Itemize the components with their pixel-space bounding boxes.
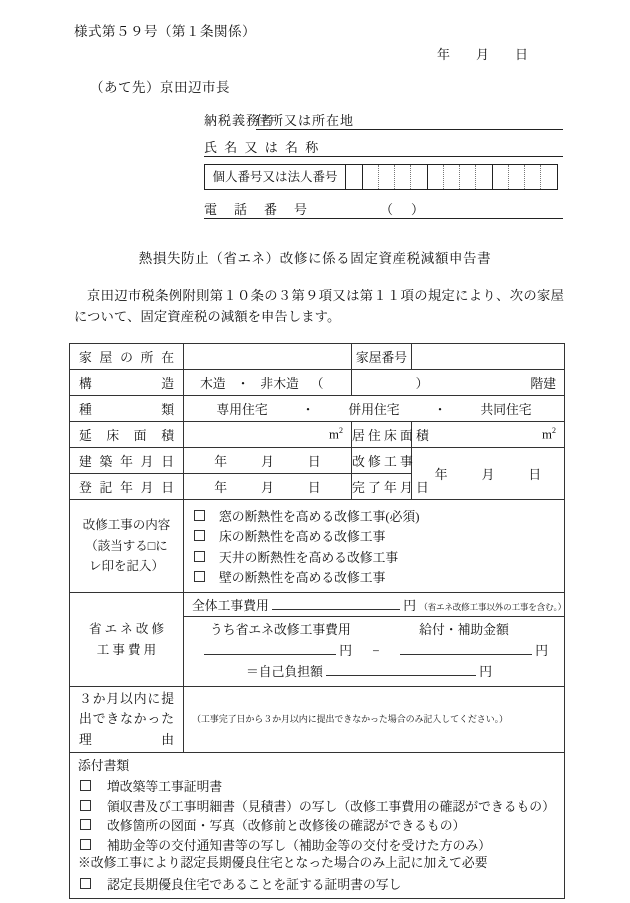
unit-sqm-exponent: 2 xyxy=(339,426,343,436)
cost-eco-input[interactable] xyxy=(204,641,336,655)
mynumber-cell[interactable] xyxy=(493,165,509,189)
table-row-structure xyxy=(70,370,565,396)
kind-option-detached[interactable]: 専用住宅 xyxy=(216,403,268,417)
mynumber-cell[interactable] xyxy=(476,165,492,189)
regist-date-value[interactable] xyxy=(184,474,352,500)
cost-label-line1: 省 エ ネ 改 修 xyxy=(88,622,164,636)
mynumber-cell[interactable] xyxy=(509,165,525,189)
checkbox-icon[interactable] xyxy=(80,839,91,850)
attachments-section xyxy=(70,753,565,899)
header-date-year: 年 xyxy=(437,47,451,62)
checkbox-label: 床の断熱性を高める改修工事 xyxy=(219,530,386,545)
reno-content-label-line3: レ印を記入） xyxy=(88,559,164,574)
checkbox-row-wall[interactable] xyxy=(194,567,564,588)
structure-nonwood-option[interactable]: 非木造 xyxy=(260,377,299,391)
table-row-kind xyxy=(70,396,565,422)
checkbox-label: 窓の断熱性を高める改修工事(必須) xyxy=(219,509,420,524)
telephone-paren xyxy=(380,199,442,218)
reno-complete-label-line1: 改 修 工 事 xyxy=(352,448,412,474)
cost-total-row xyxy=(184,593,565,617)
declaration-table xyxy=(69,343,565,899)
mynumber-cell[interactable] xyxy=(395,165,411,189)
build-date-day: 日 xyxy=(307,455,321,469)
kind-separator: ・ xyxy=(301,403,315,417)
reno-complete-date-value[interactable] xyxy=(412,448,565,500)
cost-subsidy-label: 給付・補助金額 xyxy=(419,623,509,637)
cost-eco-yen: 円 xyxy=(339,644,352,658)
reno-date-day: 日 xyxy=(528,468,542,482)
cost-eco-label: うち省エネ改修工事費用 xyxy=(210,623,351,637)
structure-paren-close: ） xyxy=(415,377,429,391)
regist-date-label: 登 記 年 月 日 xyxy=(70,474,184,500)
mynumber-cell[interactable] xyxy=(428,165,444,189)
cost-self-row xyxy=(184,662,564,682)
total-floor-area-value[interactable] xyxy=(184,422,352,448)
mynumber-cell[interactable] xyxy=(411,165,427,189)
build-date-year: 年 xyxy=(214,455,228,469)
reno-content-label-line2: （該当する□に xyxy=(85,538,168,553)
checkbox-icon[interactable] xyxy=(80,800,91,811)
attachment-row-construction-cert[interactable] xyxy=(78,776,564,796)
checkbox-icon[interactable] xyxy=(80,819,91,830)
mynumber-group xyxy=(363,165,428,189)
table-row-location xyxy=(70,344,565,370)
addressee: （あて先）京田辺市長 xyxy=(90,80,230,95)
attachment-row-subsidy-notice[interactable] xyxy=(78,835,564,855)
attachment-row-longterm-housing[interactable] xyxy=(78,874,564,894)
telephone-paren-close: ） xyxy=(411,202,443,217)
unit-sqm-exponent: 2 xyxy=(552,426,556,436)
checkbox-icon[interactable] xyxy=(194,510,205,521)
kind-option-mixed[interactable]: 併用住宅 xyxy=(348,403,400,417)
living-floor-area-label: 居 住 床 面 積 xyxy=(352,422,412,448)
table-row-build-date xyxy=(70,448,565,474)
cost-total-label: 全体工事費用 xyxy=(192,599,269,613)
reno-content-label xyxy=(70,500,184,593)
kind-separator: ・ xyxy=(433,403,447,417)
cost-total-yen: 円 xyxy=(403,599,416,613)
unit-sqm: m xyxy=(542,427,552,442)
cost-detail-headings xyxy=(184,620,564,640)
checkbox-icon[interactable] xyxy=(194,571,205,582)
table-row-cost-total xyxy=(70,593,565,617)
attachment-label: 領収書及び工事明細書（見積書）の写し（改修工事費用の確認ができるもの） xyxy=(107,799,555,814)
reason-label xyxy=(70,687,184,753)
mynumber-cell[interactable] xyxy=(346,165,363,189)
cost-detail-block xyxy=(184,617,565,687)
cost-subsidy-input[interactable] xyxy=(400,641,532,655)
checkbox-icon[interactable] xyxy=(80,878,91,889)
intro-paragraph: 京田辺市税条例附則第１０条の３第９項又は第１１項の規定により、次の家屋について、固定資産税の減額を申告します。 xyxy=(74,288,564,324)
mynumber-group xyxy=(493,165,557,189)
cost-detail-inputs xyxy=(184,640,564,662)
taxpayer-section-label: 納税義務者 xyxy=(204,113,275,128)
unit-sqm: m xyxy=(329,427,339,442)
name-field[interactable]: 氏 名 又 は 名 称 xyxy=(204,137,563,157)
house-number-value[interactable] xyxy=(412,344,565,370)
reno-date-year: 年 xyxy=(434,468,448,482)
checkbox-row-ceiling[interactable] xyxy=(194,546,564,567)
reason-note: （工事完了日から３か月以内に提出できなかった場合のみ記入してください。） xyxy=(192,713,508,724)
checkbox-row-window[interactable] xyxy=(194,505,564,526)
attachment-label: 増改築等工事証明書 xyxy=(107,780,223,795)
attachment-label: 改修箇所の図面・写真（改修前と改修後の確認ができるもの） xyxy=(107,819,466,834)
mynumber-grid[interactable] xyxy=(204,164,558,190)
mynumber-group xyxy=(428,165,493,189)
structure-wood-option[interactable]: 木造 xyxy=(200,377,226,391)
structure-label: 構 造 xyxy=(70,370,184,396)
table-row-attachments xyxy=(70,753,565,899)
checkbox-icon[interactable] xyxy=(194,551,205,562)
living-floor-area-value[interactable] xyxy=(412,422,565,448)
table-row-reason xyxy=(70,687,565,753)
mynumber-cell[interactable] xyxy=(525,165,541,189)
checkbox-icon[interactable] xyxy=(194,530,205,541)
header-date-day: 日 xyxy=(515,47,529,62)
regist-date-day: 日 xyxy=(307,481,321,495)
cost-total-input[interactable] xyxy=(272,596,400,610)
cost-label xyxy=(70,593,184,687)
regist-date-year: 年 xyxy=(214,481,228,495)
table-row-floor-area xyxy=(70,422,565,448)
mynumber-label: 個人番号又は法人番号 xyxy=(205,165,346,189)
attachment-row-drawing-photo[interactable] xyxy=(78,815,564,835)
mynumber-cell[interactable] xyxy=(379,165,395,189)
build-date-month: 月 xyxy=(261,455,274,469)
mynumber-cell[interactable] xyxy=(444,165,460,189)
build-date-label: 建 築 年 月 日 xyxy=(70,448,184,474)
cost-minus-sign: − xyxy=(372,644,380,658)
cost-self-label: ＝自己負担額 xyxy=(246,665,323,679)
telephone-paren-open: （ xyxy=(380,202,412,217)
kind-options[interactable] xyxy=(184,396,565,422)
table-row-reno-content xyxy=(70,500,565,593)
attachment-label: 認定長期優良住宅であることを証する証明書の写し xyxy=(107,877,402,892)
mynumber-cell[interactable] xyxy=(541,165,557,189)
checkbox-label: 天井の断熱性を高める改修工事 xyxy=(219,550,399,565)
structure-paren-open: （ xyxy=(310,377,324,391)
cost-subsidy-yen: 円 xyxy=(535,644,549,658)
cost-self-input[interactable] xyxy=(326,662,476,676)
form-number: 様式第５９号（第１条関係） xyxy=(74,24,256,39)
cost-label-line2: 工 事 費 用 xyxy=(96,642,157,657)
kind-label: 種 類 xyxy=(70,396,184,422)
attachments-note: ※改修工事により認定長期優良住宅となった場合のみ上記に加えて必要 xyxy=(78,856,488,870)
reno-content-checklist xyxy=(184,500,565,593)
reason-label-line1: ３か月以内に提 xyxy=(79,691,174,706)
document-title: 熱損失防止（省エネ）改修に係る固定資産税減額申告書 xyxy=(138,251,492,266)
mynumber-cell[interactable] xyxy=(460,165,476,189)
reno-date-month: 月 xyxy=(481,468,495,482)
header-date-line xyxy=(437,44,528,63)
address-field[interactable]: 住所又は所在地 xyxy=(256,110,563,130)
location-value[interactable] xyxy=(184,344,352,370)
attachment-label: 補助金等の交付通知書等の写し（補助金等の交付を受けた方のみ） xyxy=(107,838,491,853)
house-number-label: 家屋番号 xyxy=(352,344,412,370)
attachment-row-receipt[interactable] xyxy=(78,796,564,816)
regist-date-month: 月 xyxy=(261,481,274,495)
build-date-value[interactable] xyxy=(184,448,352,474)
checkbox-label: 壁の断熱性を高める改修工事 xyxy=(219,571,386,586)
reno-complete-label-line2: 完 了 年 月 日 xyxy=(352,474,412,500)
reason-label-line3: 理 由 xyxy=(79,732,174,747)
header-date-month: 月 xyxy=(476,47,490,62)
structure-separator: ・ xyxy=(236,377,250,391)
telephone-field[interactable]: 電 話 番 号 xyxy=(204,199,563,219)
checkbox-icon[interactable] xyxy=(80,780,91,791)
cost-self-yen: 円 xyxy=(479,665,492,679)
checkbox-row-floor[interactable] xyxy=(194,526,564,547)
total-floor-area-label: 延 床 面 積 xyxy=(70,422,184,448)
mynumber-cell[interactable] xyxy=(363,165,379,189)
structure-options[interactable] xyxy=(184,370,429,396)
reason-input-area[interactable] xyxy=(184,687,565,753)
reason-label-line2: 出できなかった xyxy=(79,712,174,727)
cost-total-note: （省エネ改修工事以外の工事を含む。） xyxy=(419,602,566,612)
location-label: 家 屋 の 所 在 xyxy=(70,344,184,370)
kind-option-apartment[interactable]: 共同住宅 xyxy=(480,403,532,417)
reno-content-label-line1: 改修工事の内容 xyxy=(82,518,171,533)
attachments-heading: 添付書類 xyxy=(78,759,130,773)
structure-floors[interactable]: 階建 xyxy=(352,370,565,396)
